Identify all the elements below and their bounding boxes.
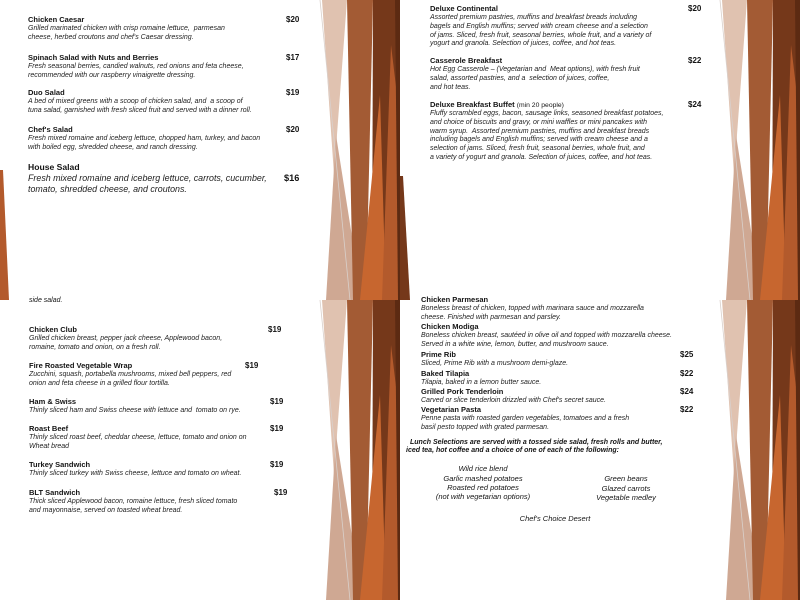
item-name: Prime Rib xyxy=(421,350,457,359)
item-name: Chef's Salad xyxy=(28,125,73,134)
item-note: (min 20 people) xyxy=(516,102,564,109)
sides-list-right xyxy=(561,474,691,502)
menu-item-roast-beef xyxy=(29,424,329,452)
item-price: $19 xyxy=(270,397,284,406)
edge-strip-decoration xyxy=(400,0,412,300)
item-description-line: tuna salad, garnished with fresh sliced fruit and served with a dinner roll. xyxy=(28,106,252,114)
item-price: $20 xyxy=(286,125,300,134)
item-price: $24 xyxy=(680,387,694,396)
item-description-line: Thinly sliced turkey with Swiss cheese, lettuce and tomato on wheat. xyxy=(29,470,242,477)
item-name: House Salad xyxy=(28,161,80,172)
side-option: Vegetable medley xyxy=(596,492,656,502)
item-price: $22 xyxy=(680,405,694,414)
item-name: Chicken Parmesan xyxy=(421,295,489,304)
decorative-triangles xyxy=(320,0,400,300)
item-name: Fire Roasted Vegetable Wrap xyxy=(29,361,133,370)
decorative-triangles xyxy=(720,0,800,300)
item-price: $22 xyxy=(688,56,702,65)
menu-item-pork-tenderloin xyxy=(421,387,721,406)
item-name: Turkey Sandwich xyxy=(29,460,91,469)
item-description-line: of jams. Sliced, fresh fruit, seasonal berries, whole fruit, and a variety of xyxy=(430,31,652,39)
menu-item-vegetarian-pasta xyxy=(421,405,721,433)
item-description-line: Wheat bread xyxy=(29,442,70,450)
menu-item-ham-swiss xyxy=(29,397,329,416)
item-name: Spinach Salad with Nuts and Berries xyxy=(28,53,159,62)
item-price: $19 xyxy=(245,361,259,370)
item-name: Duo Salad xyxy=(28,88,65,97)
item-price: $17 xyxy=(286,53,300,62)
item-description-line: Fresh mixed romaine and iceberg lettuce, carrots, cucumber, xyxy=(28,172,267,183)
item-description-line: Served in a white wine, lemon, butter, and mushroom sauce. xyxy=(421,340,609,348)
item-description-line: Boneless chicken breast, sautéed in olive oil and topped with mozzarella cheese. xyxy=(421,332,672,339)
item-name: Chicken Modiga xyxy=(421,322,479,331)
sides-list-left xyxy=(418,464,548,501)
item-description-line: Thinly sliced roast beef, cheddar cheese, lettuce, tomato and onion on xyxy=(29,434,247,441)
menu-page-salads xyxy=(0,0,400,300)
side-option: Garlic mashed potatoes xyxy=(443,473,523,483)
item-description-line: Penne pasta with roasted garden vegetables, tomatoes and a fresh xyxy=(421,415,630,422)
item-name: Ham & Swiss xyxy=(29,397,77,406)
decor-triangle xyxy=(0,170,9,300)
menu-item-chicken-club xyxy=(29,325,329,353)
edge-strip-decoration xyxy=(0,0,12,300)
item-description-line: including bagels and English muffins; served with cream cheese and a xyxy=(430,136,648,144)
decor-triangle xyxy=(400,176,410,300)
side-option: Roasted red potatoes xyxy=(447,482,519,492)
decorative-triangles xyxy=(320,300,400,600)
item-description-line: Thick sliced Applewood bacon, romaine lettuce, fresh sliced tomato xyxy=(29,498,238,505)
side-option: Green beans xyxy=(604,474,648,484)
menu-item-casserole-breakfast xyxy=(430,56,730,92)
side-option: Wild rice blend xyxy=(458,464,508,474)
lunch-selections-note xyxy=(406,439,716,457)
menu-item-chicken-parmesan xyxy=(421,295,721,323)
item-name: Vegetarian Pasta xyxy=(421,405,482,414)
item-description-line: recommended with our raspberry vinaigrette dressing. xyxy=(28,71,196,79)
item-description-line: cheese. Finished with parmesan and parsley. xyxy=(421,313,561,321)
item-price: $16 xyxy=(284,172,300,183)
item-description-line: romaine, tomato and onion, on a fresh roll. xyxy=(29,343,161,351)
item-description-line: selection of jams. Sliced, fresh fruit, seasonal berries, whole fruit, and xyxy=(430,145,645,153)
item-price: $19 xyxy=(286,88,300,97)
item-description-line: Boneless breast of chicken, topped with marinara sauce and mozzarella xyxy=(421,305,644,312)
item-description-line: Carved or slice tenderloin drizzled with Chef's secret sauce. xyxy=(421,397,606,404)
decorative-triangles xyxy=(720,300,800,600)
menu-item-house-salad xyxy=(28,162,328,195)
menu-item-prime-rib xyxy=(421,350,721,369)
item-description-line: Grilled marinated chicken with crisp romaine lettuce, parmesan xyxy=(28,25,225,32)
cut-off-description: side salad. xyxy=(29,296,63,304)
menu-page-breakfast xyxy=(400,0,800,300)
item-price: $19 xyxy=(268,325,282,334)
dessert-option: Chef's Choice Desert xyxy=(519,513,591,523)
item-price: $19 xyxy=(270,424,284,433)
item-description-line: and mayonnaise, served on toasted wheat bread. xyxy=(29,506,183,514)
item-name: Baked Tilapia xyxy=(421,369,470,378)
menu-item-spinach-salad xyxy=(28,53,328,81)
item-name-row xyxy=(430,100,730,110)
item-description-line: basil pesto topped with grated parmesan. xyxy=(421,423,550,431)
item-description-line: Zucchini, squash, portabella mushrooms, mixed bell peppers, red xyxy=(29,371,232,378)
item-name: Deluxe Continental xyxy=(430,4,498,13)
item-description-line: onion and feta cheese in a grilled flour tortilla. xyxy=(29,379,170,387)
item-description-line: Fluffy scrambled eggs, bacon, sausage links, seasoned breakfast potatoes, xyxy=(430,110,664,117)
item-description-line: Grilled chicken breast, pepper jack cheese, Applewood bacon, xyxy=(29,335,223,342)
item-name: Grilled Pork Tenderloin xyxy=(421,387,504,396)
item-description-line: salad, assorted pastries, and a selection of juices, coffee, xyxy=(430,74,610,82)
item-name: Chicken Club xyxy=(29,325,77,334)
item-description-line: Fresh seasonal berries, candied walnuts, red onions and feta cheese, xyxy=(28,63,244,70)
item-price: $22 xyxy=(680,369,694,378)
item-name: Casserole Breakfast xyxy=(430,56,503,65)
item-description-line: cheese, herbed croutons and chef's Caesar dressing. xyxy=(28,33,194,41)
item-name: BLT Sandwich xyxy=(29,488,81,497)
item-description-line: Assorted premium pastries, muffins and breakfast breads including xyxy=(430,14,637,21)
menu-item-baked-tilapia xyxy=(421,369,721,388)
menu-item-deluxe-breakfast-buffet xyxy=(430,100,730,163)
menu-item-blt-sandwich xyxy=(29,488,329,516)
menu-item-chicken-caesar xyxy=(28,15,328,43)
item-description-line: and hot teas. xyxy=(430,83,471,91)
menu-item-chefs-salad xyxy=(28,125,328,153)
menu-item-deluxe-continental xyxy=(430,4,730,49)
side-option: (not with vegetarian options) xyxy=(435,492,531,502)
menu-page-sandwiches xyxy=(0,296,400,600)
item-name: Deluxe Breakfast Buffet xyxy=(430,100,515,109)
item-description-line: bagels and English muffins; served with cream cheese and a selection xyxy=(430,22,648,30)
item-price: $24 xyxy=(688,100,702,109)
side-option: Glazed carrots xyxy=(601,483,651,493)
item-price: $20 xyxy=(286,15,300,24)
item-price: $19 xyxy=(274,488,288,497)
item-price: $19 xyxy=(270,460,284,469)
menu-item-vegetable-wrap xyxy=(29,361,329,389)
item-description-line: Tilapia, baked in a lemon butter sauce. xyxy=(421,379,542,386)
item-description-line: yogurt and granola. Selection of juices, coffee, and hot teas. xyxy=(430,40,617,48)
item-price: $20 xyxy=(688,4,702,13)
item-description-line: a variety of yogurt and granola. Selection of juices, coffee, and hot teas. xyxy=(430,153,653,161)
item-description-line: and choice of biscuits and gravy, or mini waffles or mini pancakes with xyxy=(430,118,647,126)
menu-page-entrees xyxy=(400,295,800,600)
item-name: Roast Beef xyxy=(29,424,69,433)
item-description-line: A bed of mixed greens with a scoop of chicken salad, and a scoop of xyxy=(28,98,243,105)
menu-item-turkey-sandwich xyxy=(29,460,329,479)
note-line: iced tea, hot coffee and a choice of one of each of the following: xyxy=(406,447,620,455)
item-description-line: tomato, shredded cheese, and croutons. xyxy=(28,183,187,194)
item-price: $25 xyxy=(680,350,694,359)
menu-item-chicken-modiga xyxy=(421,322,721,350)
item-description-line: warm syrup. Assorted premium pastries, muffins and breakfast breads xyxy=(430,127,650,135)
item-description-line: Thinly sliced ham and Swiss cheese with lettuce and tomato on rye. xyxy=(29,407,241,414)
item-description-line: with boiled egg, shredded cheese, and ranch dressing. xyxy=(28,143,198,151)
item-description-line: Fresh mixed romaine and iceberg lettuce, chopped ham, turkey, and bacon xyxy=(28,135,261,142)
item-description-line: Hot Egg Casserole – (Vegetarian and Meat options), with fresh fruit xyxy=(430,66,640,73)
item-description-line: Sliced, Prime Rib with a mushroom demi-glaze. xyxy=(421,360,569,367)
item-name: Chicken Caesar xyxy=(28,15,85,24)
note-line: Lunch Selections are served with a tossed side salad, fresh rolls and butter, xyxy=(410,438,663,446)
menu-item-duo-salad xyxy=(28,88,328,116)
